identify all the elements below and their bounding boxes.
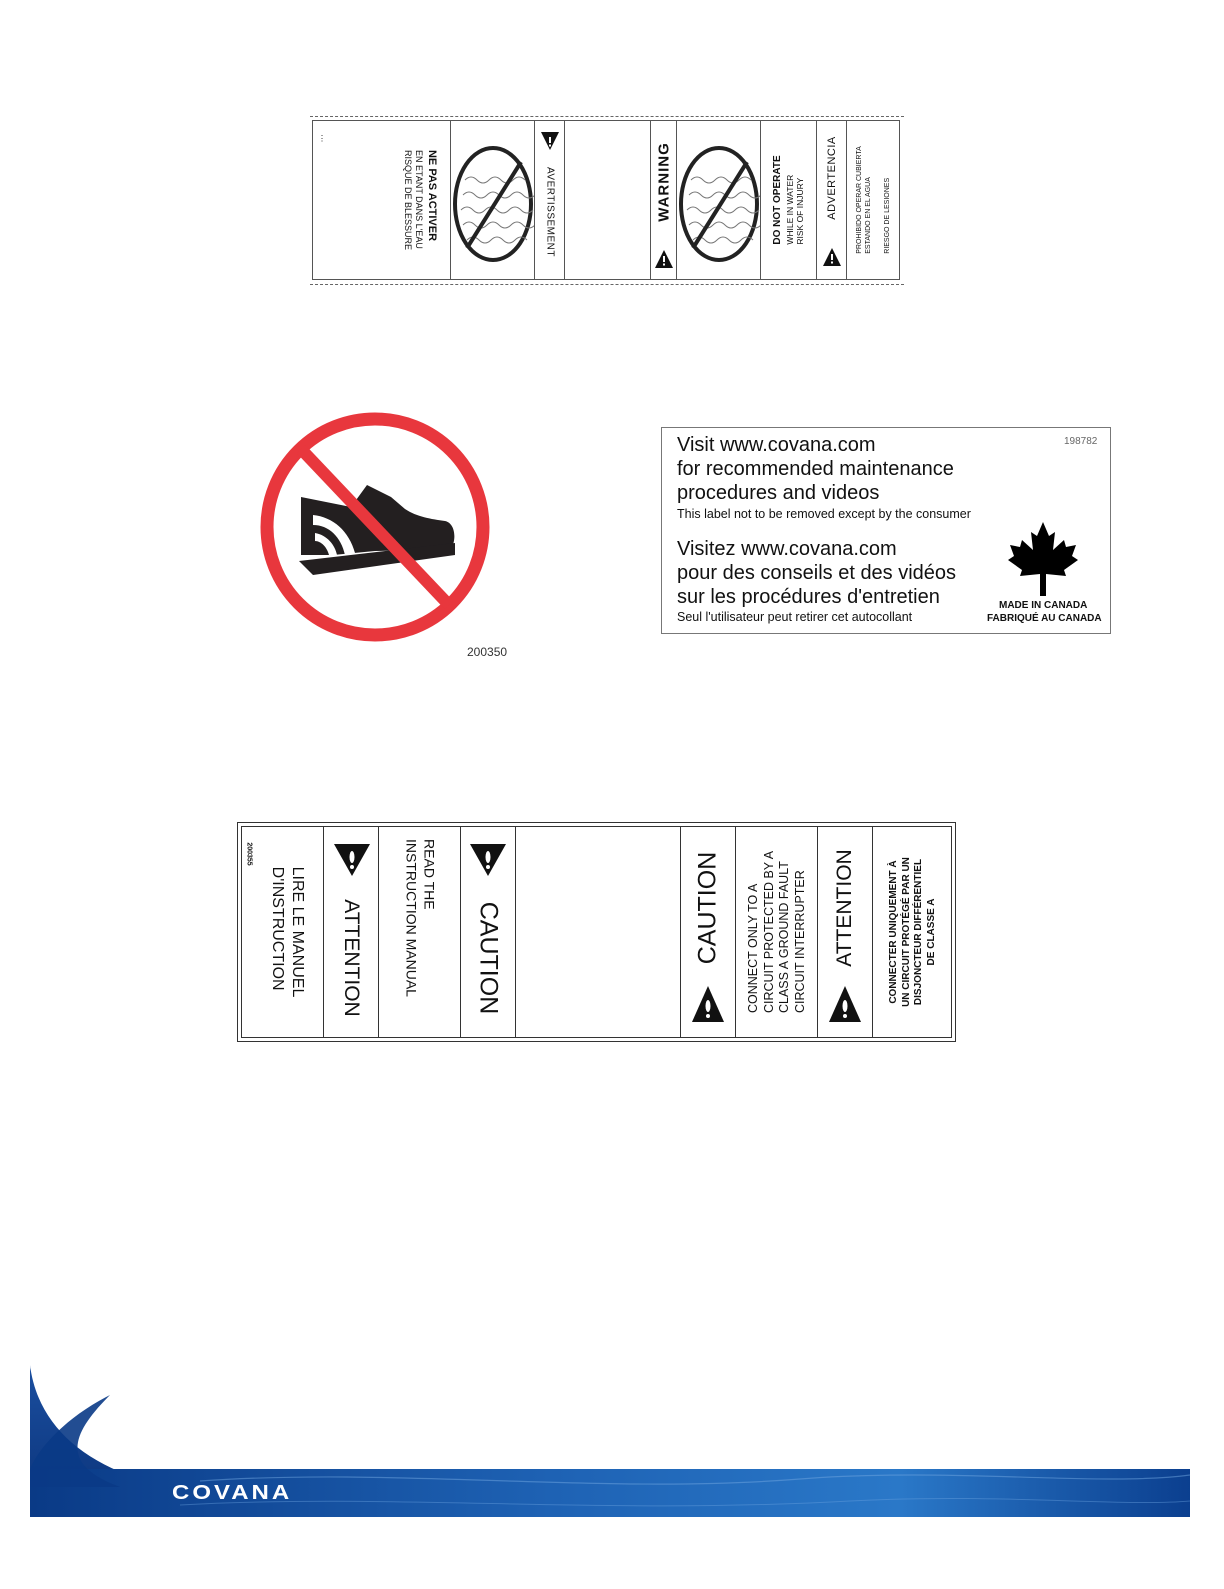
warning-triangle-icon [821,246,843,268]
french-gfci-line-3: DISJONCTEUR DIFFÉRENTIEL [912,858,924,1005]
english-gfci-line-4: CIRCUIT INTERRUPTER [792,869,807,1013]
french-gfci-line-1: CONNECTER UNIQUEMENT À [887,859,899,1004]
french-manual-panel [241,826,323,1037]
spanish-text-panel [846,120,900,280]
french-line-3: sur les procédures d'entretien [677,586,940,608]
made-in-canada-fr: FABRIQUÉ AU CANADA [987,613,1102,624]
no-water-symbol-panel-1 [450,120,534,280]
english-line-1: Visit www.covana.com [677,434,876,456]
warning-triangle-icon [334,840,370,880]
warning-triangle-icon [539,130,561,152]
english-gfci-panel [735,826,817,1037]
english-manual-panel [378,826,460,1037]
caution-header-1: CAUTION [474,901,503,1015]
french-line-1: NE PAS ACTIVER [426,149,439,242]
spanish-line-3: RIESGO DE LESIONES [882,177,890,254]
cut-line-top [310,116,904,117]
french-line-2: pour des conseils et des vidéos [677,562,957,584]
no-water-icon [677,120,761,280]
warning-triangle-icon [470,840,506,880]
french-manual-line-1: LIRE LE MANUEL [289,866,306,997]
caution-panel-2 [680,826,735,1037]
english-line-2: WHILE IN WATER [784,174,795,245]
french-line-3: RISQUE DE BLESSURE [403,149,414,251]
label-code: 200350 [467,645,508,659]
english-gfci-line-2: CIRCUIT PROTECTED BY A [760,850,775,1013]
warning-header: WARNING [655,142,672,222]
english-line-2: for recommended maintenance [677,458,954,480]
no-shoes-label [255,405,515,667]
advertencia-panel [816,120,846,280]
blank-panel [564,120,650,280]
french-line-1: Visitez www.covana.com [677,538,897,560]
attention-panel-1 [323,826,378,1037]
footer-wave-graphic [0,1355,1224,1584]
english-gfci-line-1: CONNECT ONLY TO A [745,883,760,1013]
warning-triangle-icon [690,984,726,1024]
brand-logo: COVANA [172,1481,293,1505]
label-code: 200355 [245,842,253,866]
french-gfci-line-2: UN CIRCUIT PROTÉGÉ PAR UN [900,856,911,1007]
english-note: This label not to be removed except by the consumer [677,507,971,521]
spanish-line-1: PROHIBIDO OPERAR CUBIERTA [855,146,863,254]
cut-line-bottom [310,284,904,285]
warning-triangle-icon [827,984,863,1024]
water-warning-label [310,116,904,288]
maintenance-label [661,427,1111,634]
warning-triangle-icon [653,248,675,270]
french-gfci-panel [872,826,952,1037]
english-manual-line-1: READ THE [421,839,437,910]
caution-panel-1 [460,826,515,1037]
no-water-icon [451,120,535,280]
english-manual-line-2: INSTRUCTION MANUAL [403,839,420,997]
maple-leaf-icon [1006,520,1080,600]
french-manual-line-2: D'INSTRUCTION [269,866,286,991]
english-text-panel [760,120,816,280]
attention-header-1: ATTENTION [340,899,363,1017]
avertissement-header: AVERTISSEMENT [544,166,555,258]
attention-panel-2 [817,826,872,1037]
advertencia-header: ADVERTENCIA [825,136,838,220]
avertissement-panel [534,120,564,280]
no-shoes-icon [255,405,495,645]
registration-mark: ⋮ [318,134,326,143]
caution-label [237,822,956,1042]
attention-header-2: ATTENTION [833,849,856,967]
english-gfci-line-3: CLASS A GROUND FAULT [776,860,791,1013]
french-note: Seul l'utilisateur peut retirer cet autocollant [677,610,913,624]
blank-panel [515,826,680,1037]
label-code: 198782 [1064,436,1098,447]
english-line-1: DO NOT OPERATE [771,155,783,245]
english-line-3: RISK OF INJURY [794,177,805,245]
made-in-canada-en: MADE IN CANADA [999,600,1088,611]
footer-banner [0,1355,1224,1584]
french-gfci-line-4: DE CLASSE A [925,898,936,965]
french-line-2: EN ETANT DANS L'EAU [414,149,425,249]
spanish-line-2: ESTANDO EN EL AGUA [864,177,872,254]
no-water-symbol-panel-2 [676,120,760,280]
caution-header-2: CAUTION [693,851,722,965]
french-text-panel [390,120,450,280]
warning-panel [650,120,676,280]
english-line-3: procedures and videos [677,482,880,504]
